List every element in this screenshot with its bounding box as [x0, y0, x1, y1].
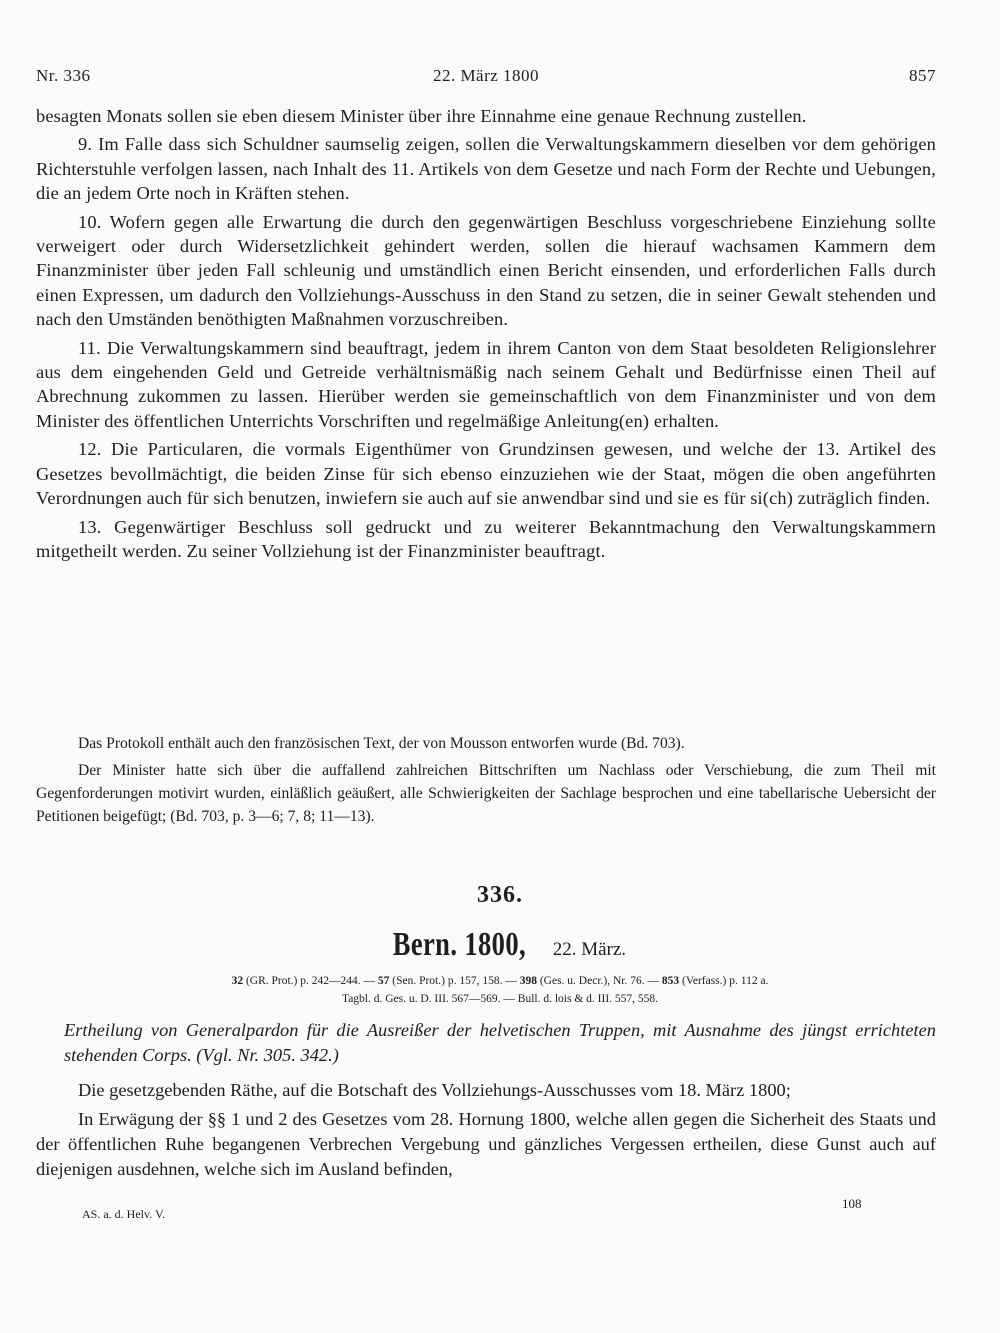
main-text — [36, 104, 936, 563]
preamble — [36, 1078, 936, 1182]
editorial-notes — [36, 732, 936, 828]
document-date: 22. März. — [552, 939, 627, 960]
preamble-paragraph: Die gesetzgebenden Räthe, auf die Botschaft des Vollziehungs-Ausschusses vom 18. März 1800; — [78, 1080, 791, 1100]
source-line: 32 (GR. Prot.) p. 242—244. — 57 (Sen. Prot.) p. 157, 158. — 398 (Ges. u. Decr.), Nr. 76. — 853 (Verfass.) p. 112 a. — [231, 975, 769, 987]
printer-signature: AS. a. d. Helv. V. — [82, 1207, 166, 1221]
paragraph: 12. Die Particularen, die vormals Eigenthümer von Grundzinsen gewesen, und welche der 13. Artikel des Gesetzes bevollmächtigt, die beiden Zinse für sich ebenso einzuziehen wie der Staat, mögen die oben angeführten Verordnungen auch für sich benutzen, inwiefern sie auch auf sie anwendbar sind und sie es für si(ch) zuträglich finden. — [36, 439, 936, 509]
paragraph: 11. Die Verwaltungskammern sind beauftragt, jedem in ihrem Canton von dem Staat besoldeten Religionslehrer aus dem eingehenden Geld und Getreide verhältnismäßig nach seinem Gehalt und Bedürfnisse einen Theil auf Abrechnung zukommen zu lassen. Hierüber werden sie gemeinschaftlich von dem Finanzminister und von dem Minister des öffentlichen Unterrichts Vorschriften und regelmäßige Anleitung(en) erhalten. — [36, 337, 936, 431]
document-place-date — [0, 926, 1000, 964]
paragraph: besagten Monats sollen sie eben diesem Minister über ihre Einnahme eine genaue Rechnung zustellen. — [36, 106, 807, 126]
paragraph: 10. Wofern gegen alle Erwartung die durch den gegenwärtigen Beschluss vorgeschriebene Einziehung sollte verweigert oder durch Widersetzlichkeit gehindert werden, sollen die hierauf wachsamen Kammern dem Finanzminister über jeden Fall schleunig und umständlich einen Bericht einsenden, und erforderlichen Falls durch einen Expressen, um dadurch den Vollziehungs-Ausschuss in den Stand zu setzen, die in seiner Gewalt stehenden und nach den Umständen benöthigten Maßnahmen vorzuschreiben. — [36, 211, 936, 330]
paragraph: 13. Gegenwärtiger Beschluss soll gedruckt und zu weiterer Bekanntmachung den Verwaltungskammern mitgetheilt werden. Zu seiner Vollziehung ist der Finanzminister beauftragt. — [36, 516, 936, 561]
preamble-paragraph: In Erwägung der §§ 1 und 2 des Gesetzes vom 28. Hornung 1800, welche allen gegen die Sicherheit des Staats und der öffentlichen Ruhe begangenen Verbrechen Vergebung und gänzliches Vergessen ertheilen, diese Gunst auch auf diejenigen ausdehnen, welche sich im Ausland befinden, — [36, 1109, 936, 1179]
document-heading-number: 336. — [477, 882, 523, 908]
note: Der Minister hatte sich über die auffallend zahlreichen Bittschriften um Nachlass oder Verschiebung, die zum Theil mit Gegenforderungen motivirt wurden, einläßlich geäußert, alle Schwierigkeiten der Sachlage besprochen und eine tabellarische Uebersicht der Petitionen beigefügt; (Bd. 703, p. 3—6; 7, 8; 11—13). — [36, 762, 936, 825]
paragraph: 9. Im Falle dass sich Schuldner saumselig zeigen, sollen die Verwaltungskammern dieselben vor dem gehörigen Richterstuhle verfolgen lassen, nach Inhalt des 11. Artikels von dem Gesetze und nach Form der Rechte und Uebungen, die an jedem Orte noch in Kräften stehen. — [36, 134, 936, 204]
signature-mark-number: 108 — [842, 1196, 862, 1211]
note: Das Protokoll enthält auch den französischen Text, der von Mousson entworfen wurde (Bd. 703). — [78, 735, 685, 752]
document-subject: Ertheilung von Generalpardon für die Ausreißer der helvetischen Truppen, mit Ausnahme des jüngst errichteten stehenden Corps. (Vgl. Nr. 305. 342.) — [64, 1020, 936, 1065]
header-page-number: 857 — [909, 66, 936, 85]
document-place: Bern. 1800, — [392, 926, 526, 963]
header-date: 22. März 1800 — [432, 66, 540, 85]
running-header — [36, 66, 936, 92]
header-document-number: Nr. 336 — [36, 66, 91, 85]
source-references — [0, 972, 1000, 1008]
source-line: Tagbl. d. Ges. u. D. III. 567—569. — Bull. d. lois & d. III. 557, 558. — [341, 993, 659, 1005]
